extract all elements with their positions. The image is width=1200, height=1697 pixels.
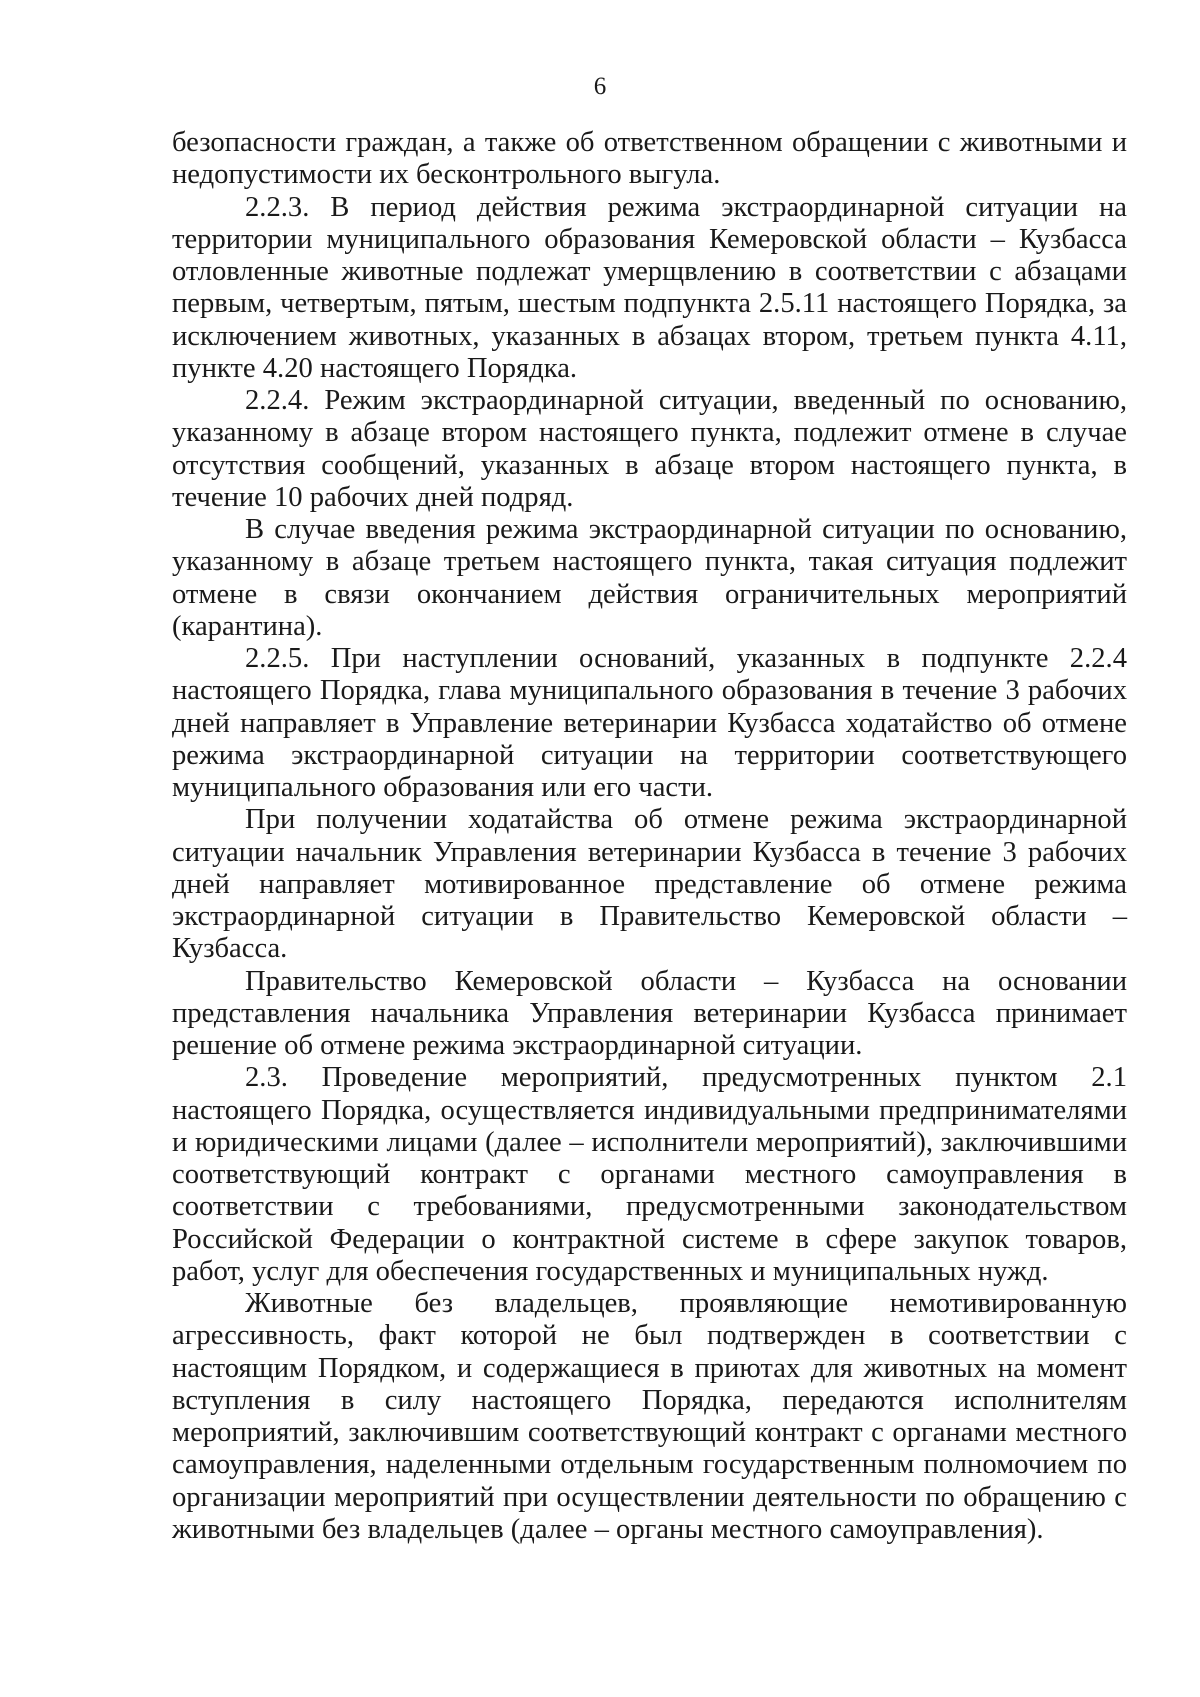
paragraph-continuation: безопасности граждан, а также об ответственном обращении с животными и недопустимости их бесконтрольного выгула. [172, 127, 1127, 191]
page-number: 6 [593, 73, 607, 100]
document-body [172, 127, 1127, 1546]
paragraph-quarantine-cancellation: В случае введения режима экстраординарной ситуации по основанию, указанному в абзаце третьем настоящего пункта, такая ситуация подлежит отмене в связи окончанием действия ограничительных мероприятий (карантина). [172, 514, 1127, 642]
paragraph-2-2-5: 2.2.5. При наступлении оснований, указанных в подпункте 2.2.4 настоящего Порядка, глава муниципального образования в течение 3 рабочих дней направляет в Управление ветеринарии Кузбасса ходатайство об отмене режима экстраординарной ситуации на территории соответствующего муниципального образования или его части. [172, 643, 1127, 803]
paragraph-2-2-4: 2.2.4. Режим экстраординарной ситуации, введенный по основанию, указанному в абзаце втором настоящего пункта, подлежит отмене в случае отсутствия сообщений, указанных в абзаце втором настоящего пункта, в течение 10 рабочих дней подряд. [172, 385, 1127, 513]
paragraph-2-3: 2.3. Проведение мероприятий, предусмотренных пунктом 2.1 настоящего Порядка, осуществляется индивидуальными предпринимателями и юридическими лицами (далее – исполнители мероприятий), заключившими соответствующий контракт с органами местного самоуправления в соответствии с требованиями, предусмотренными законодательством Российской Федерации о контрактной системе в сфере закупок товаров, работ, услуг для обеспечения государственных и муниципальных нужд. [172, 1062, 1127, 1287]
paragraph-aggressive-animals: Животные без владельцев, проявляющие немотивированную агрессивность, факт которой не был подтвержден в соответствии с настоящим Порядком, и содержащиеся в приютах для животных на момент вступления в силу настоящего Порядка, передаются исполнителям мероприятий, заключившим соответствующий контракт с органами местного самоуправления, наделенными отдельным государственным полномочием по организации мероприятий при осуществлении деятельности по обращению с животными без владельцев (далее – органы местного самоуправления). [172, 1288, 1127, 1545]
paragraph-2-2-3: 2.2.3. В период действия режима экстраординарной ситуации на территории муниципального образования Кемеровской области – Кузбасса отловленные животные подлежат умерщвлению в соответствии с абзацами первым, четвертым, пятым, шестым подпункта 2.5.11 настоящего Порядка, за исключением животных, указанных в абзацах втором, третьем пункта 4.11, пункте 4.20 настоящего Порядка. [172, 191, 1127, 384]
paragraph-petition-review: При получении ходатайства об отмене режима экстраординарной ситуации начальник Управления ветеринарии Кузбасса в течение 3 рабочих дней направляет мотивированное представление об отмене режима экстраординарной ситуации в Правительство Кемеровской области – Кузбасса. [172, 804, 1127, 965]
paragraph-government-decision: Правительство Кемеровской области – Кузбасса на основании представления начальника Управления ветеринарии Кузбасса принимает решение об отмене режима экстраординарной ситуации. [172, 965, 1127, 1061]
